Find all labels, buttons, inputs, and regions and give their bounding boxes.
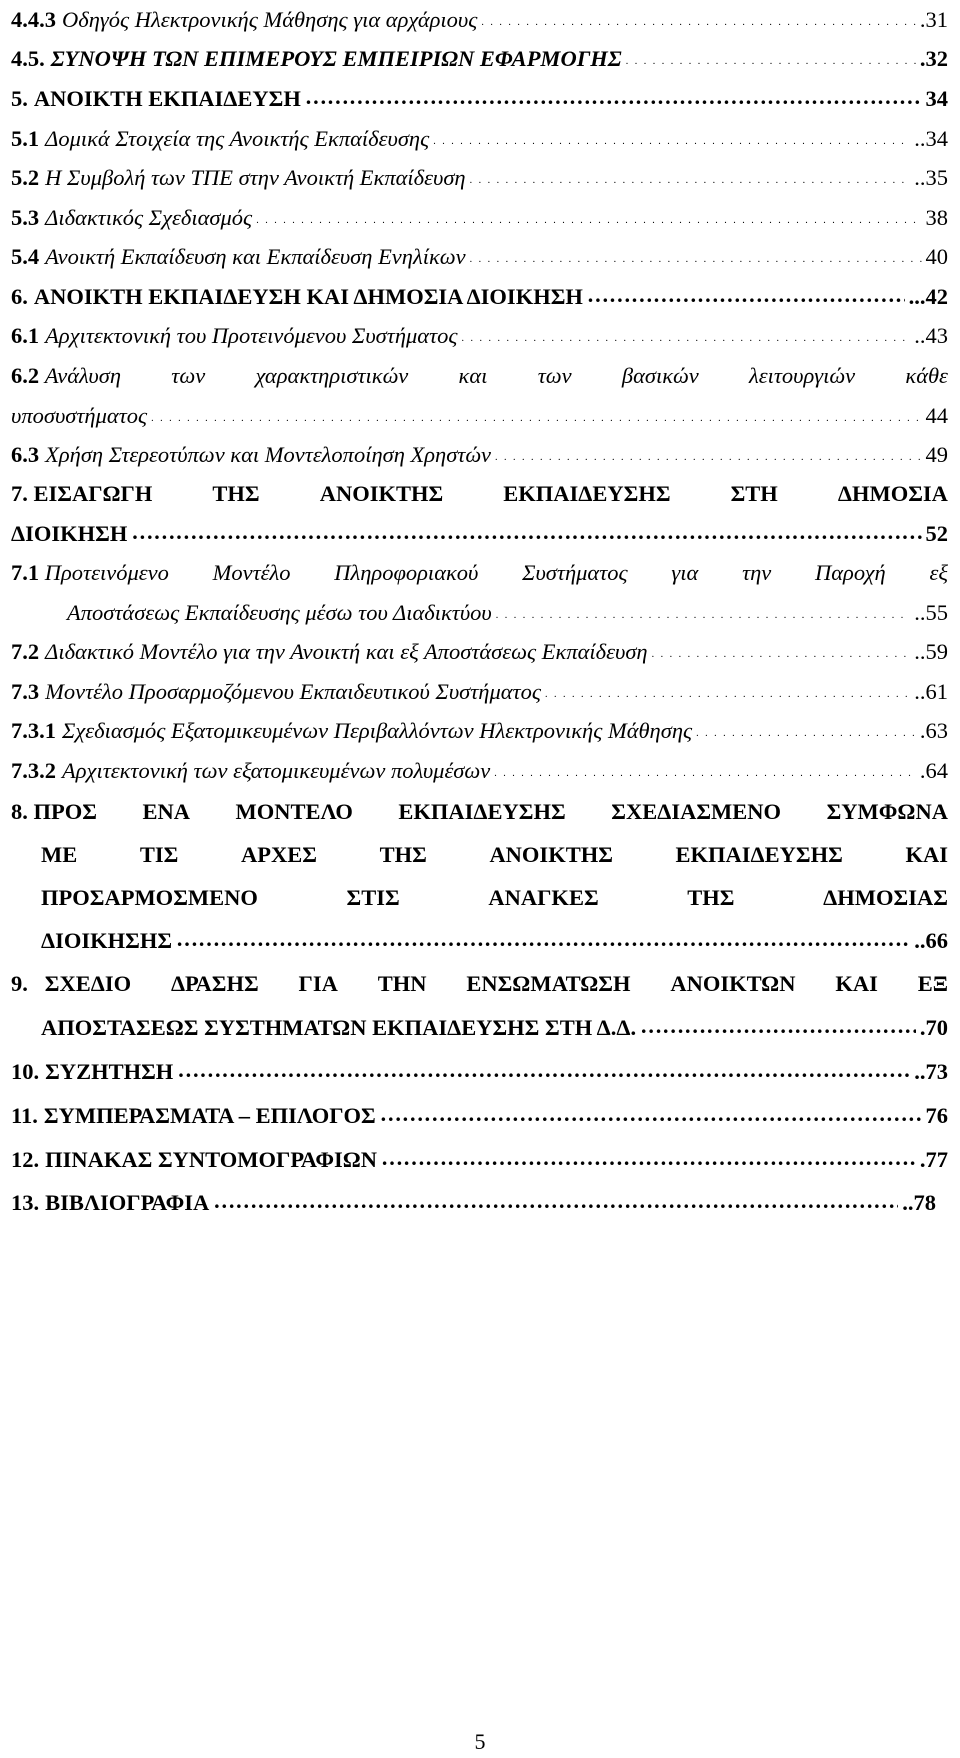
toc-number: 5.1: [11, 126, 40, 151]
toc-title: Σχεδιασμός Εξατομικευμένων Περιβαλλόντων Ηλεκτρονικής Μάθησης: [62, 718, 693, 743]
toc-word: ΕΙΣΑΓΩΓΗ: [33, 481, 153, 506]
toc-title: ΠΙΝΑΚΑΣ ΣΥΝΤΟΜΟΓΡΑΦΙΩΝ: [45, 1147, 378, 1172]
toc-word: Συστήματος: [522, 560, 628, 585]
toc-word: ΔΙΟΙΚΗΣΗΣ: [41, 928, 173, 953]
toc-page: 52: [925, 521, 948, 546]
toc-title: Ανοικτή Εκπαίδευση και Εκπαίδευση Ενηλίκων: [45, 244, 466, 269]
toc-word: ΣΤΙΣ: [346, 885, 400, 910]
toc-line: [11, 514, 948, 554]
toc-page: .77: [919, 1147, 948, 1172]
toc-entry-7-2[interactable]: [11, 632, 948, 672]
dot-leader: [462, 314, 911, 359]
toc-entry-5-4[interactable]: [11, 237, 948, 277]
dot-leader: [470, 235, 922, 280]
toc-number: 6.: [11, 284, 28, 309]
toc-page: 76: [925, 1103, 948, 1128]
toc-entry-4-5[interactable]: [11, 39, 948, 79]
toc-word: ΑΝΑΓΚΕΣ: [488, 885, 599, 910]
toc-page: ..61: [914, 679, 948, 704]
toc-word: ΕΝΑ: [142, 799, 191, 824]
toc-word: ΣΧΕΔΙΟ: [44, 971, 132, 996]
toc-number: 8.: [11, 799, 28, 824]
toc-page: ..66: [914, 928, 948, 953]
toc-line: [11, 593, 948, 633]
toc-word: Προτεινόμενο: [44, 560, 169, 585]
toc-entry-6[interactable]: [11, 277, 948, 317]
toc-entry-6-2[interactable]: [11, 356, 948, 436]
toc-entry-4-4-3[interactable]: [11, 0, 948, 40]
toc-number: 6.2: [11, 363, 40, 388]
toc-word: ΔΗΜΟΣΙΑΣ: [823, 885, 948, 910]
toc-line: [11, 356, 948, 396]
page-number: 5: [474, 1729, 486, 1754]
toc-number: 5.2: [11, 165, 40, 190]
toc-word: ΕΚΠΑΙΔΕΥΣΗΣ: [503, 481, 671, 506]
toc-word: ΣΧΕΔΙΑΣΜΕΝΟ: [611, 799, 782, 824]
toc-word: για: [671, 560, 699, 585]
toc-page: ..43: [914, 323, 948, 348]
dot-leader: [305, 77, 922, 117]
toc-word: ΕΝΣΩΜΑΤΩΣΗ: [466, 971, 631, 996]
toc-page: ..78: [902, 1190, 936, 1215]
toc-word: ΤΗΣ: [212, 481, 260, 506]
toc-entry-9[interactable]: [11, 962, 948, 1050]
toc-word: την: [742, 560, 772, 585]
dot-leader: [177, 1048, 910, 1092]
dot-leader: [213, 1179, 898, 1223]
toc-title: ΒΙΒΛΙΟΓΡΑΦΙΑ: [45, 1190, 210, 1215]
dot-leader: [380, 1092, 922, 1136]
dot-leader: [495, 433, 921, 478]
dot-leader: [494, 749, 916, 794]
toc-number: 7.3: [11, 679, 40, 704]
toc-number: 7.3.1: [11, 718, 56, 743]
toc-entry-7-3[interactable]: [11, 672, 948, 712]
toc-word: ΤΗΝ: [377, 971, 427, 996]
toc-title: ΣΥΝΟΨΗ ΤΩΝ ΕΠΙΜΕΡΟΥΣ ΕΜΠΕΙΡΙΩΝ ΕΦΑΡΜΟΓΗΣ: [50, 46, 622, 71]
toc-word: λειτουργιών: [749, 363, 856, 388]
toc-word: και: [458, 363, 488, 388]
toc-word: των: [537, 363, 572, 388]
toc-word: των: [171, 363, 206, 388]
toc-word: ΚΑΙ: [835, 971, 878, 996]
dot-leader: [176, 917, 910, 960]
toc-line: [11, 962, 948, 1006]
toc-title: ΑΝΟΙΚΤΗ ΕΚΠΑΙΔΕΥΣΗ: [33, 86, 301, 111]
toc-entry-5-1[interactable]: [11, 119, 948, 159]
toc-entry-11[interactable]: [11, 1094, 948, 1138]
toc-page: ..55: [914, 600, 948, 625]
toc-word: Ανάλυση: [44, 363, 121, 388]
toc-page: ..34: [914, 126, 948, 151]
dot-leader: [696, 709, 916, 754]
toc-word: εξ: [929, 560, 948, 585]
toc-number: 4.4.3: [11, 7, 56, 32]
toc-entry-5[interactable]: [11, 79, 948, 119]
toc-word: Αποστάσεως Εκπαίδευσης μέσω του Διαδικτύου: [67, 600, 492, 625]
toc-line: [11, 790, 948, 833]
toc-word: Μοντέλο: [212, 560, 291, 585]
toc-word: ΑΝΟΙΚΤΗΣ: [319, 481, 444, 506]
toc-page: 38: [925, 205, 948, 230]
dot-leader: [652, 630, 911, 675]
toc-entry-7-3-1[interactable]: [11, 711, 948, 751]
toc-word: Παροχή: [815, 560, 886, 585]
toc-line: [11, 474, 948, 514]
toc-word: ΑΝΟΙΚΤΗΣ: [489, 842, 613, 867]
toc-title: Αρχιτεκτονική των εξατομικευμένων πολυμέσων: [62, 758, 491, 783]
toc-line: [11, 876, 948, 919]
toc-word: χαρακτηριστικών: [255, 363, 409, 388]
toc-number: 7.1: [11, 560, 40, 585]
toc-title: Διδακτικό Μοντέλο για την Ανοικτή και εξ Αποστάσεως Εκπαίδευση: [45, 639, 648, 664]
toc-number: 5.3: [11, 205, 40, 230]
toc-word: ΣΤΗ: [730, 481, 778, 506]
toc-number: 5.4: [11, 244, 40, 269]
toc-page: ...42: [908, 284, 948, 309]
toc-entry-7-1[interactable]: [11, 553, 948, 633]
toc-number: 12.: [11, 1147, 40, 1172]
toc-word: ΔΡΑΣΗΣ: [170, 971, 259, 996]
toc-number: 9.: [11, 971, 28, 996]
toc-word: ΜΟΝΤΕΛΟ: [235, 799, 353, 824]
toc-word: ΠΡΟΣ: [33, 799, 97, 824]
toc-word: ΕΚΠΑΙΔΕΥΣΗΣ: [675, 842, 843, 867]
toc-number: 11.: [11, 1103, 38, 1128]
toc-title: Δομικά Στοιχεία της Ανοικτής Εκπαίδευσης: [45, 126, 430, 151]
toc-word: βασικών: [621, 363, 699, 388]
toc-entry-7[interactable]: [11, 474, 948, 554]
toc-title: Χρήση Στερεοτύπων και Μοντελοποίηση Χρηστών: [45, 442, 492, 467]
toc-entry-6-1[interactable]: [11, 316, 948, 356]
toc-number: 7.2: [11, 639, 40, 664]
toc-title: ΑΝΟΙΚΤΗ ΕΚΠΑΙΔΕΥΣΗ ΚΑΙ ΔΗΜΟΣΙΑ ΔΙΟΙΚΗΣΗ: [33, 284, 583, 309]
toc-word: ΕΚΠΑΙΔΕΥΣΗΣ: [398, 799, 566, 824]
toc-page: ..35: [914, 165, 948, 190]
toc-number: 7.: [11, 481, 28, 506]
dot-leader: [626, 37, 916, 82]
toc-number: 6.3: [11, 442, 40, 467]
toc-title: Η Συμβολή των ΤΠΕ στην Ανοικτή Εκπαίδευση: [45, 165, 466, 190]
dot-leader: [587, 275, 905, 315]
toc-line: [11, 396, 948, 436]
toc-entry-7-3-2[interactable]: [11, 751, 948, 791]
toc-word: κάθε: [905, 363, 948, 388]
toc-number: 4.5.: [11, 46, 45, 71]
toc-page: .32: [919, 46, 948, 71]
dot-leader: [470, 156, 911, 201]
toc-title: Οδηγός Ηλεκτρονικής Μάθησης για αρχάριους: [62, 7, 478, 32]
toc-word: ΤΗΣ: [687, 885, 735, 910]
toc-title: Αρχιτεκτονική του Προτεινόμενου Συστήματος: [45, 323, 458, 348]
toc-line: [11, 919, 948, 962]
toc-number: 5.: [11, 86, 28, 111]
toc-word: ΔΗΜΟΣΙΑ: [837, 481, 948, 506]
toc-page: .63: [919, 718, 948, 743]
toc-entry-8[interactable]: [11, 790, 948, 962]
toc-entry-12[interactable]: [11, 1138, 948, 1182]
dot-leader: [131, 512, 921, 552]
toc-title: Διδακτικός Σχεδιασμός: [45, 205, 253, 230]
toc-word: ΔΙΟΙΚΗΣΗ: [11, 521, 128, 546]
toc-word: ΠΡΟΣΑΡΜΟΣΜΕΝΟ: [41, 885, 258, 910]
toc-number: 13.: [11, 1190, 40, 1215]
toc-word: ΣΥΜΦΩΝΑ: [826, 799, 948, 824]
toc-entry-6-3[interactable]: [11, 435, 948, 475]
toc-line: [11, 553, 948, 593]
toc-page: ..73: [914, 1059, 948, 1084]
toc-line: [11, 1006, 948, 1050]
toc-number: 6.1: [11, 323, 40, 348]
toc-entry-5-3[interactable]: [11, 198, 948, 238]
dot-leader: [640, 1004, 916, 1048]
toc-word: ΕΞ: [917, 971, 948, 996]
toc-page: 34: [925, 86, 948, 111]
toc-page: ..59: [914, 639, 948, 664]
toc-word: ΓΙΑ: [298, 971, 338, 996]
toc-word: Πληροφοριακού: [334, 560, 479, 585]
toc-entry-13[interactable]: [11, 1181, 936, 1225]
toc-word: ΤΗΣ: [379, 842, 427, 867]
toc-word: ΑΡΧΕΣ: [240, 842, 317, 867]
toc-page: 44: [925, 403, 948, 428]
toc-page: 49: [925, 442, 948, 467]
toc-entry-10[interactable]: [11, 1050, 948, 1094]
toc-word: ΑΝΟΙΚΤΩΝ: [670, 971, 796, 996]
toc-entry-5-2[interactable]: [11, 158, 948, 198]
toc-page: .64: [919, 758, 948, 783]
toc-word: υποσυστήματος: [11, 403, 148, 428]
toc-number: 7.3.2: [11, 758, 56, 783]
dot-leader: [381, 1136, 916, 1180]
toc-page: .70: [919, 1015, 948, 1040]
toc-word: ΚΑΙ: [905, 842, 948, 867]
toc-title: Μοντέλο Προσαρμοζόμενου Εκπαιδευτικού Συστήματος: [45, 679, 541, 704]
toc-title: ΣΥΖΗΤΗΣΗ: [45, 1059, 174, 1084]
toc-line: [11, 833, 948, 876]
toc-page: 40: [925, 244, 948, 269]
toc-word: ΤΙΣ: [139, 842, 179, 867]
toc-word: ΑΠΟΣΤΑΣΕΩΣ ΣΥΣΤΗΜΑΤΩΝ ΕΚΠΑΙΔΕΥΣΗΣ ΣΤΗ Δ.Δ.: [41, 1015, 637, 1040]
toc-word: ΜΕ: [41, 842, 78, 867]
toc-title: ΣΥΜΠΕΡΑΣΜΑΤΑ – ΕΠΙΛΟΓΟΣ: [43, 1103, 376, 1128]
toc-page: .31: [919, 7, 948, 32]
toc-number: 10.: [11, 1059, 40, 1084]
